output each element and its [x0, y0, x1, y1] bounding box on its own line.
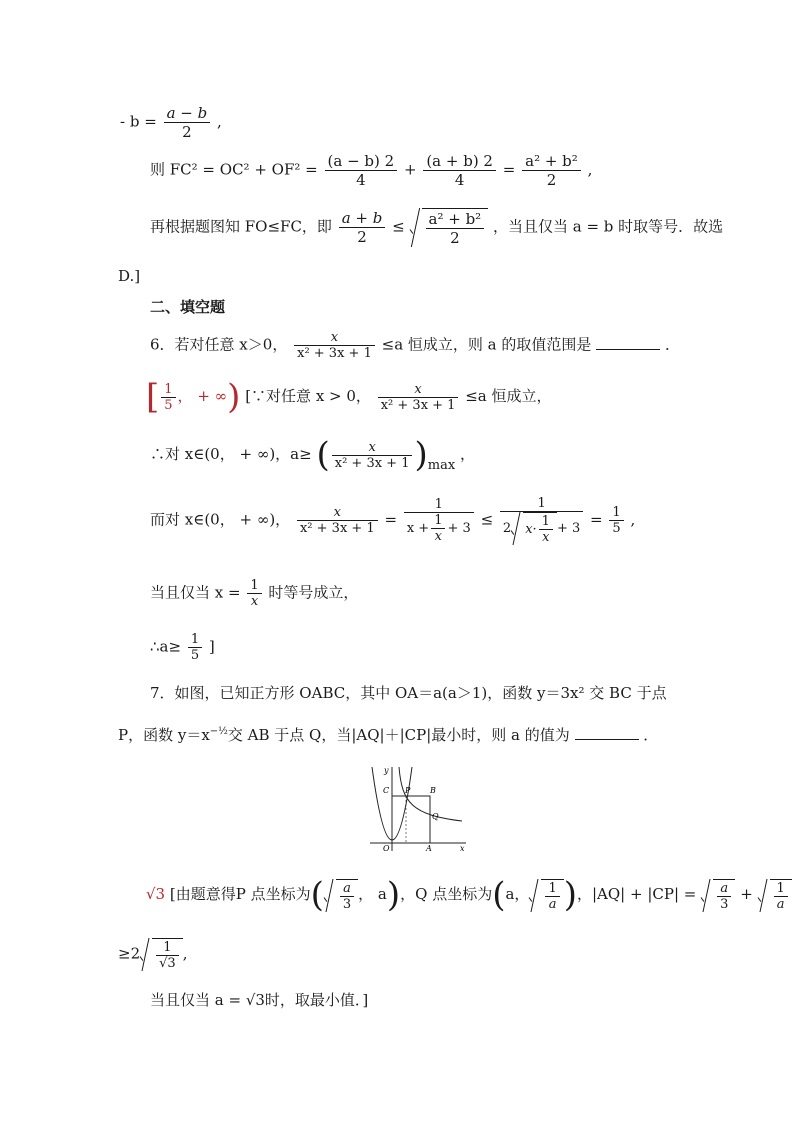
answer: √3 [146, 885, 166, 903]
text: 而对 x∈(0， + ∞)， [150, 510, 291, 529]
function-graph-figure [362, 763, 472, 853]
question-7-line-2 [118, 722, 658, 745]
fraction: $\frac{(a - b) 2}{4}$ [325, 152, 398, 189]
text: + [403, 160, 417, 179]
text: [∵对任意 x > 0， [245, 387, 371, 405]
fraction: $\frac{(a + b) 2}{4}$ [423, 152, 496, 189]
subscript: max [427, 458, 456, 473]
text: [由题意得P 点坐标为 [169, 885, 311, 903]
fraction: $\frac{x}{\text{x² + 3x + 1}}$ [294, 330, 375, 361]
fraction: $\frac{x}{\text{x² + 3x + 1}}$ [378, 382, 459, 413]
label-O: O [383, 844, 390, 853]
text: ≤a 恒成立，则 a 的取值范围是 [381, 335, 592, 354]
text: ，|AQ| + |CP| = [576, 885, 697, 903]
label-x: x [460, 844, 465, 853]
label-B: B [430, 786, 436, 795]
fraction: $\frac{a - b}{2}$ [164, 104, 211, 141]
text: = [590, 510, 603, 529]
label-Q: Q [432, 812, 439, 821]
label-C: C [383, 786, 390, 795]
text: , [630, 510, 636, 529]
text: ≥2 [118, 944, 141, 963]
label-P: P [405, 786, 411, 795]
answer-6-line-2 [150, 435, 475, 476]
exponent: −½ [209, 726, 228, 737]
text: 当且仅当 x = [150, 583, 241, 602]
right-paren: ) [227, 377, 241, 417]
question-7-line-1: 7．如图，已知正方形 OABC，其中 OA＝a(a＞1)，函数 y＝3x² 交 BC 于点 [150, 684, 667, 702]
label-A: A [426, 844, 432, 853]
text: 6．若对任意 x＞0， [150, 335, 288, 354]
fraction: $\frac{x}{\text{x² + 3x + 1}}$ [332, 440, 413, 471]
text: ∴a≥ [150, 637, 182, 656]
line-3 [150, 208, 723, 247]
answer-7-line-1: √3 [由题意得P 点坐标为( $\frac{a}{3}$ ， a)，Q 点坐标为(a， $\frac{1}{a}$ )，|AQ| + |CP| = $\frac{a}{3}$ + $\frac{1}{a}$ [146, 878, 792, 912]
line-1 [120, 104, 222, 141]
text: - b = [120, 112, 157, 131]
text: + [740, 885, 753, 903]
answer-6-line-5 [150, 632, 215, 663]
text: ≤a 恒成立， [465, 387, 552, 405]
text: ≤ [392, 217, 405, 236]
fraction: $\frac{1}{5}$ [161, 382, 175, 413]
answer-7-line-3: 当且仅当 a = √3时，取最小值．] [150, 991, 369, 1009]
fraction: $\frac{1}{5}$ [188, 632, 202, 663]
text: ． [643, 726, 659, 744]
text: ， a [358, 885, 387, 903]
text: 时等号成立， [268, 583, 359, 602]
answer-blank [596, 335, 660, 350]
fraction: 1 2 x· $\frac{1}{x}$ + 3 [500, 496, 583, 545]
text: = [502, 160, 516, 179]
text: 交 AB 于点 Q，当|AQ|＋|CP|最小时，则 a 的值为 [227, 726, 570, 744]
answer-blank [575, 725, 639, 740]
text: ， + ∞ [177, 387, 228, 405]
square-root [410, 208, 489, 247]
answer-6-line-1 [146, 377, 552, 417]
fraction: $\frac{a + b}{2}$ [339, 209, 386, 246]
answer-7-line-2: ≥2 $\frac{1}{√3}$ , [118, 940, 188, 971]
text: ， [459, 445, 475, 463]
text: ，当且仅当 a = b 时取等号．故选 [492, 217, 724, 236]
text: 再根据题图知 FO≤FC，即 [150, 217, 332, 236]
answer-6-line-3 [150, 496, 635, 545]
question-6 [150, 330, 680, 361]
fraction: $\frac{1}{x}$ [247, 578, 261, 609]
fraction: $\frac{\text{a² + b²}}{2}$ [522, 152, 581, 189]
section-heading: 二、填空题 [150, 298, 226, 316]
text: ∴对 x∈(0， + ∞)，a≥ [150, 445, 312, 463]
paren: ) [414, 435, 428, 475]
line-2 [150, 152, 592, 189]
text: = [384, 510, 398, 529]
text: , [182, 944, 188, 963]
label-y: y [384, 766, 389, 775]
fraction: $\frac{\text{a² + b²}}{2}$ [426, 210, 485, 247]
fraction: $\frac{1}{5}$ [609, 505, 623, 536]
paren: ( [316, 435, 330, 475]
fraction: 1 x + $\frac{1}{x}$ + 3 [404, 497, 474, 544]
answer-6-line-4 [150, 578, 358, 609]
text: , [217, 112, 222, 131]
text: ，Q 点坐标为 [400, 885, 493, 903]
text: ． [664, 335, 680, 354]
text: ≤ [480, 510, 494, 529]
text: ] [208, 637, 215, 656]
text: , [587, 160, 593, 179]
fraction: $\frac{x}{\text{x² + 3x + 1}}$ [297, 505, 378, 536]
line-4: D.] [118, 267, 141, 285]
text: P，函数 y＝x [118, 726, 210, 744]
text: 则 FC² = OC² + OF² = [150, 160, 318, 179]
text: a， [505, 885, 530, 903]
left-bracket: [ [146, 377, 160, 417]
